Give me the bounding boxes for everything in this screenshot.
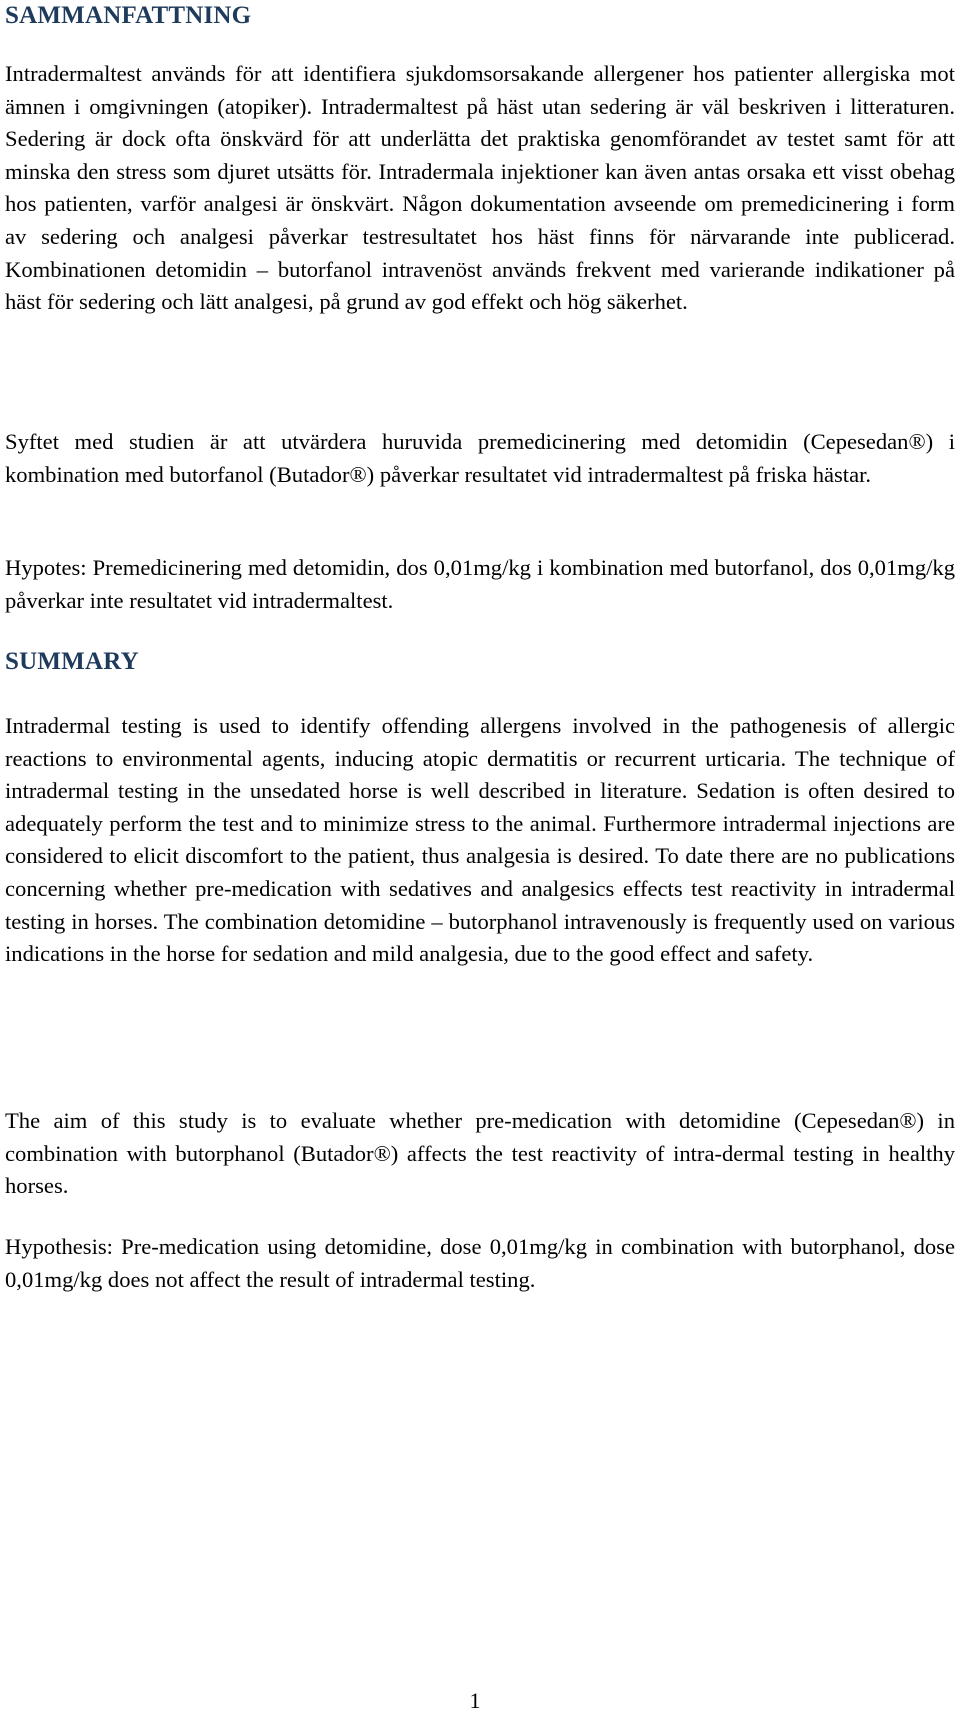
english-hypothesis-paragraph: Hypothesis: Pre-medication using detomidine, dose 0,01mg/kg in combination with butorphanol, dose 0,01mg/kg does not affect the result of intradermal testing. [5, 1234, 955, 1292]
page-number: 1 [469, 1688, 481, 1713]
english-summary-paragraph-1: Intradermal testing is used to identify offending allergens involved in the pathogenesis of allergic reactions to environmental agents, inducing atopic dermatitis or recurrent urticaria. The technique of intradermal testing in the unsedated horse is well described in literature. Sedation is often desired to adequately perform the test and to minimize stress to the animal. Furthermore intradermal injections are considered to elicit discomfort to the patient, thus analgesia is desired. To date there are no publications concerning whether pre-medication with sedatives and analgesics effects test reactivity in intradermal testing in horses. The combination detomidine – butorphanol intravenously is frequently used on various indications in the horse for sedation and mild analgesia, due to the good effect and safety. [5, 713, 955, 967]
english-aim-paragraph: The aim of this study is to evaluate whether pre-medication with detomidine (Cepesedan®) in combination with butorphanol (Butador®) affects the test reactivity of intra-dermal testing in healthy horses. [5, 1108, 955, 1199]
english-summary-heading: SUMMARY [5, 648, 139, 675]
swedish-summary-paragraph-1: Intradermaltest används för att identifiera sjukdomsorsakande allergener hos patienter allergiska mot ämnen i omgivningen (atopiker). Intradermaltest på häst utan sedering är väl beskriven i litteraturen. Sedering är dock ofta önskvärd för att underlätta det praktiska genomförandet av testet samt för att minska den stress som djuret utsätts för. Intradermala injektioner kan även antas orsaka ett visst obehag hos patienten, varför analgesi är önskvärt. Någon dokumentation avseende om premedicinering i form av sedering och analgesi påverkar testresultatet hos häst finns för närvarande inte publicerad. Kombinationen detomidin – butorfanol intravenöst används frekvent med varierande indikationer på häst för sedering och lätt analgesi, på grund av god effekt och hög säkerhet. [5, 61, 955, 315]
swedish-aim-paragraph: Syftet med studien är att utvärdera huruvida premedicinering med detomidin (Cepesedan®) i kombination med butorfanol (Butador®) påverkar resultatet vid intradermaltest på friska hästar. [5, 429, 955, 487]
swedish-hypothesis-paragraph: Hypotes: Premedicinering med detomidin, dos 0,01mg/kg i kombination med butorfanol, dos 0,01mg/kg påverkar inte resultatet vid intradermaltest. [5, 555, 955, 613]
swedish-summary-heading: SAMMANFATTNING [5, 2, 252, 29]
